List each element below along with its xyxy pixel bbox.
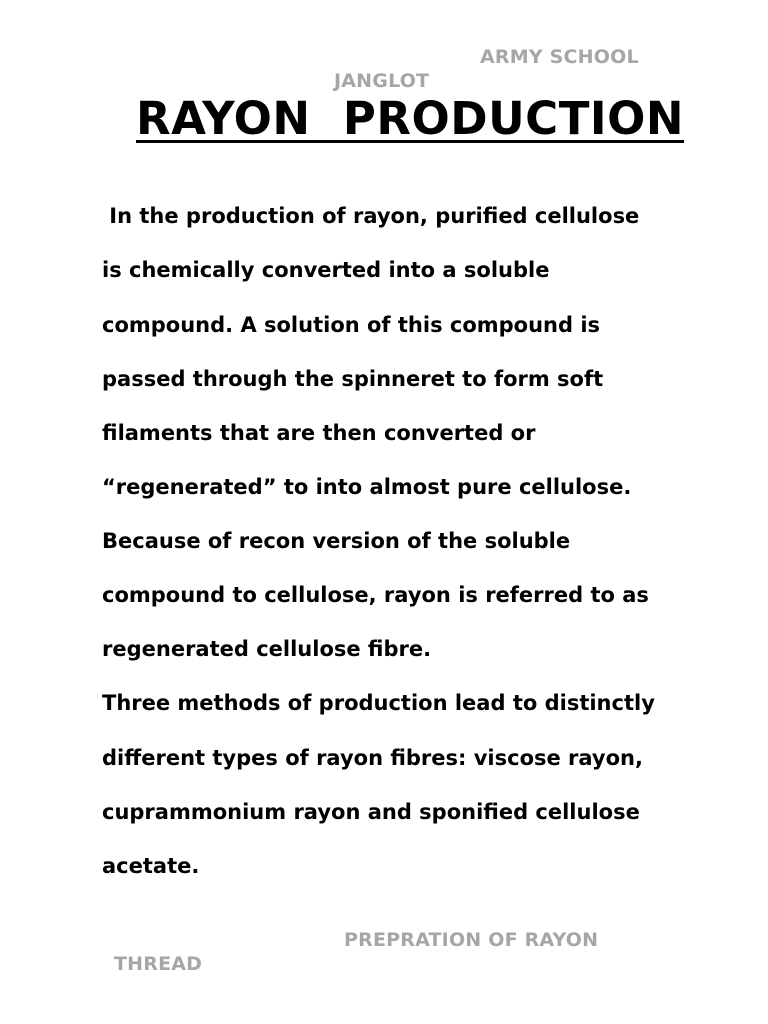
header-school-name: ARMY SCHOOL [480, 46, 639, 68]
paragraph-line: cuprammonium rayon and sponified cellulose [102, 800, 640, 824]
paragraph-line: passed through the spinneret to form soft [102, 367, 604, 391]
paragraph-line: Three methods of production lead to distinctly [102, 691, 655, 715]
paragraph-line: different types of rayon fibres: viscose rayon, [102, 746, 643, 770]
paragraph-line: filaments that are then converted or [102, 421, 536, 445]
paragraph-line: acetate. [102, 854, 200, 878]
header-school-location: JANGLOT [334, 70, 430, 92]
section-heading-line-2: THREAD [114, 953, 203, 975]
paragraph-line: regenerated cellulose fibre. [102, 637, 432, 661]
paragraph-line: compound to cellulose, rayon is referred to as [102, 583, 649, 607]
paragraph-line: Because of recon version of the soluble [102, 529, 571, 553]
page-title: RAYON PRODUCTION [136, 92, 685, 145]
section-heading-line-1: PREPRATION OF RAYON [344, 929, 599, 951]
paragraph-line: “regenerated” to into almost pure cellulose. [102, 475, 632, 499]
paragraph-line: is chemically converted into a soluble [102, 258, 550, 282]
paragraph-line: compound. A solution of this compound is [102, 313, 601, 337]
paragraph-line: In the production of rayon, purified cellulose [102, 204, 640, 228]
